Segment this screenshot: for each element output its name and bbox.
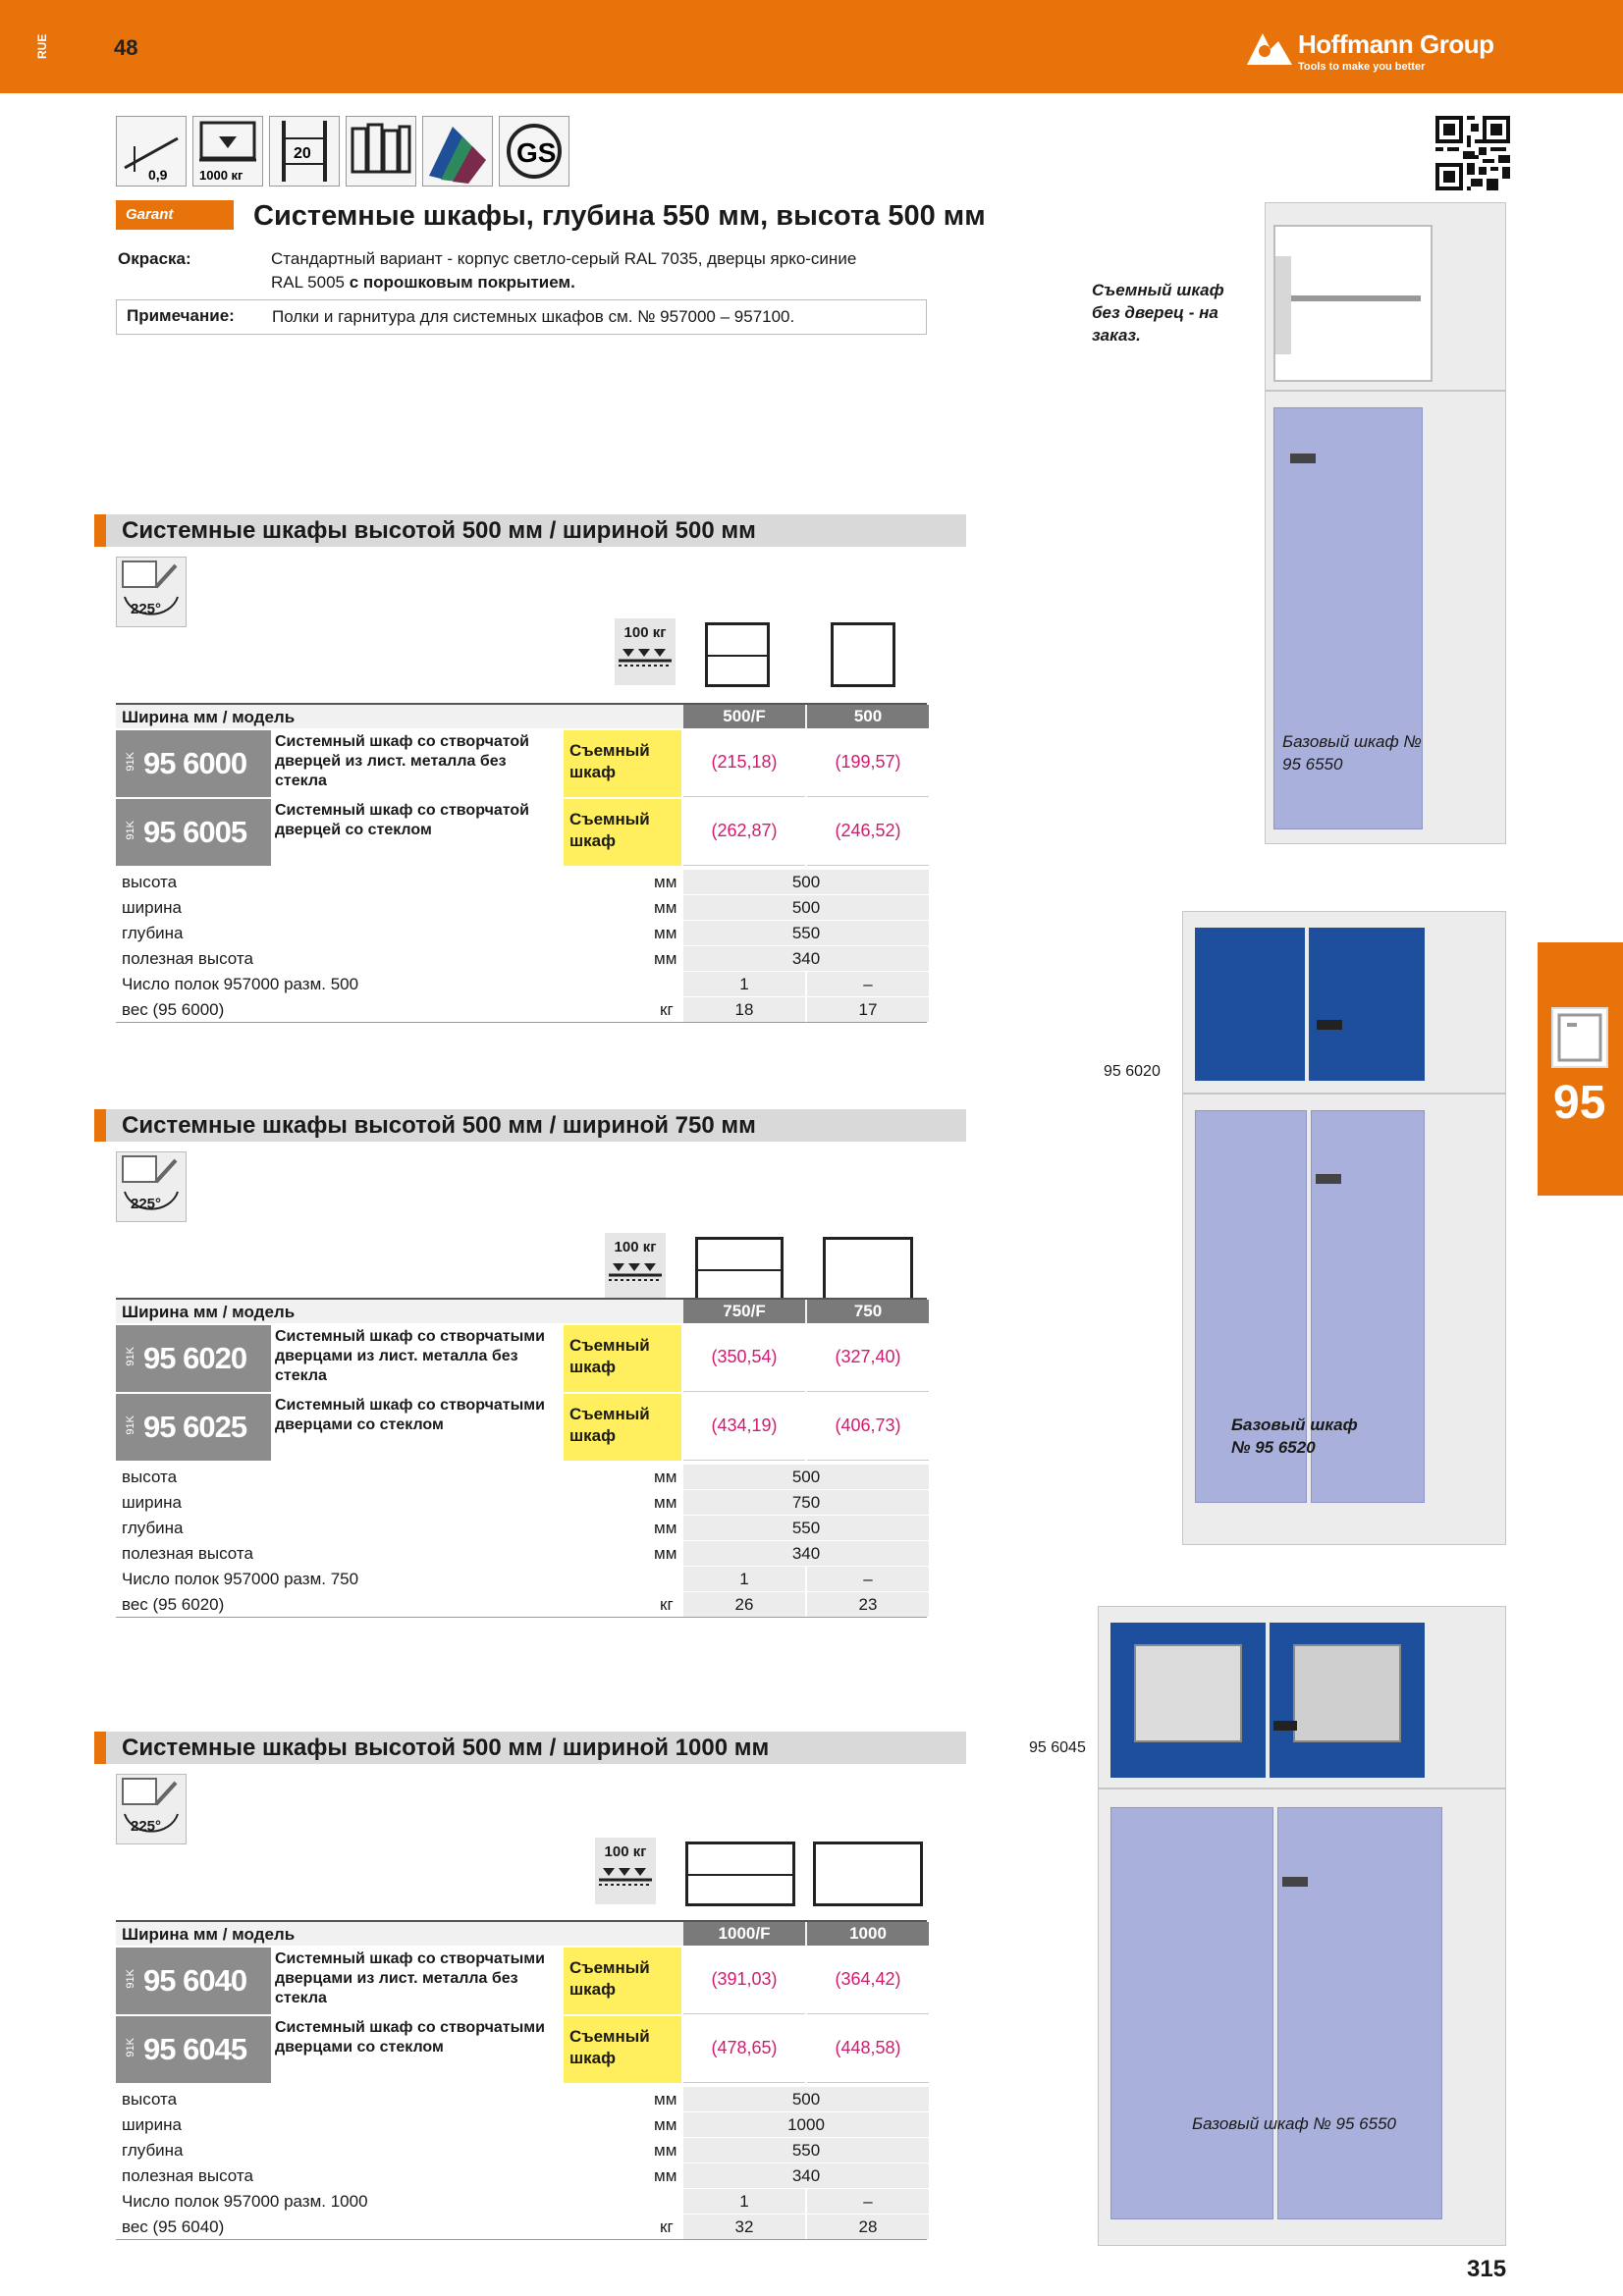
column-header-with-shelf: 1000/F <box>683 1922 805 1946</box>
door-angle-icon <box>116 557 187 627</box>
spec-label: глубина <box>122 924 184 942</box>
weight-unit: кг <box>660 1000 674 1019</box>
price-with-shelf: (215,18) <box>683 730 805 797</box>
price-with-shelf: (478,65) <box>683 2016 805 2083</box>
weight-label: вес (95 6040) <box>122 2217 225 2236</box>
spec-value: 340 <box>683 2163 929 2188</box>
shelf <box>1287 295 1421 301</box>
gs-mark-icon <box>499 116 569 187</box>
column-header-without-shelf: 500 <box>807 705 929 728</box>
cabinet-glass-1000 <box>1098 1606 1506 1789</box>
base-cabinet-1 <box>1265 391 1506 844</box>
spec-label: высота <box>122 2090 178 2109</box>
img1-caption: Съемный шкаф без дверец - на заказ. <box>1092 281 1224 345</box>
shelf-load-icon <box>605 1233 666 1300</box>
thickness-icon <box>116 116 187 187</box>
article-prefix: 91K <box>125 821 136 840</box>
img2-top-label: 95 6020 <box>1104 1063 1161 1080</box>
article-number-cell <box>116 1948 271 2014</box>
load-capacity-icon <box>192 116 263 187</box>
spec-label: глубина <box>122 1519 184 1537</box>
spec-row <box>116 2163 927 2189</box>
note-label: Примечание: <box>127 306 235 325</box>
svg-text:0,9: 0,9 <box>148 167 168 183</box>
article-description: Системный шкаф со створчатыми дверцами со стеклом <box>275 2019 545 2056</box>
paint-text-line1: Стандартный вариант - корпус светло-серый RAL 7035, дверцы ярко-синие <box>271 249 857 268</box>
img2-base-label: Базовый шкаф № 95 6520 <box>1231 1415 1358 1457</box>
article-row[interactable] <box>116 1325 927 1392</box>
spec-value: 750 <box>683 1490 929 1515</box>
paint-text <box>271 247 958 294</box>
left-door <box>1110 1807 1273 2219</box>
door-angle-label: 225° <box>131 601 162 617</box>
article-number: 95 6005 <box>143 815 247 849</box>
paint-text-line2: RAL 5005 <box>271 273 350 292</box>
page-title: Системные шкафы, глубина 550 мм, высота 500 мм <box>253 200 986 232</box>
article-number: 95 6040 <box>143 1963 247 1998</box>
article-description: Системный шкаф со створчатой дверцей из лист. металла без стекла <box>275 733 529 789</box>
spec-unit: мм <box>654 2166 677 2185</box>
spec-unit: мм <box>654 1519 677 1537</box>
weight-unit: кг <box>660 2217 674 2236</box>
spec-label: полезная высота <box>122 2166 253 2185</box>
chapter-cabinet-icon <box>1551 1007 1608 1068</box>
article-number: 95 6020 <box>143 1341 247 1375</box>
spec-value: 500 <box>683 1465 929 1489</box>
door-lock-icon <box>1316 1174 1341 1184</box>
article-number-cell <box>116 1394 271 1461</box>
cabinet-with-shelf-icon <box>685 1842 795 1906</box>
spec-unit: мм <box>654 2115 677 2134</box>
article-tag: Съемный шкаф <box>564 730 681 797</box>
table-header-label: Ширина мм / модель <box>122 1925 296 1944</box>
shelf-load-icon <box>615 618 676 685</box>
spec-unit: мм <box>654 1468 677 1486</box>
door-lock-icon <box>1290 454 1316 463</box>
door-angle-icon <box>116 1774 187 1844</box>
spec-row <box>116 895 927 921</box>
glass-pane <box>1293 1644 1401 1742</box>
img3-base-label: Базовый шкаф № 95 6550 <box>1192 2114 1396 2133</box>
price-without-shelf: (327,40) <box>807 1325 929 1392</box>
side-panel <box>1275 256 1291 354</box>
cabinet-open-top <box>1265 202 1506 391</box>
column-header-without-shelf: 750 <box>807 1300 929 1323</box>
cabinet-with-shelf-icon <box>705 622 770 687</box>
article-row[interactable] <box>116 1394 927 1461</box>
spec-value: 550 <box>683 921 929 945</box>
article-number-cell <box>116 799 271 866</box>
weight-label: вес (95 6000) <box>122 1000 225 1019</box>
price-without-shelf: (199,57) <box>807 730 929 797</box>
section-heading: Системные шкафы высотой 500 мм / шириной 750 мм <box>94 1109 966 1142</box>
article-prefix: 91K <box>125 2038 136 2057</box>
section-heading: Системные шкафы высотой 500 мм / шириной 1000 мм <box>94 1732 966 1764</box>
img3-top-label: 95 6045 <box>1029 1739 1086 1756</box>
price-without-shelf: (364,42) <box>807 1948 929 2014</box>
shelf-load-label: 100 кг <box>604 1843 647 1860</box>
left-glass-door <box>1110 1623 1266 1778</box>
article-prefix: 91K <box>125 752 136 772</box>
paint-text-bold: с порошковым покрытием. <box>349 273 575 292</box>
spec-row <box>116 870 927 895</box>
article-row[interactable] <box>116 799 927 866</box>
svg-text:1000 кг: 1000 кг <box>199 168 243 183</box>
paint-label: Окраска: <box>118 249 191 268</box>
column-header-with-shelf: 500/F <box>683 705 805 728</box>
shelves-without-shelf: – <box>807 972 929 996</box>
article-description: Системный шкаф со створчатыми дверцами из лист. металла без стекла <box>275 1950 545 2006</box>
cabinet-without-shelf-icon <box>823 1237 913 1302</box>
spec-row <box>116 2087 927 2112</box>
shelf-load-label: 100 кг <box>623 624 667 641</box>
shelf-load-label: 100 кг <box>614 1239 657 1255</box>
column-header-with-shelf: 750/F <box>683 1300 805 1323</box>
article-description: Системный шкаф со створчатыми дверцами из лист. металла без стекла <box>275 1328 545 1384</box>
weight-with-shelf: 26 <box>683 1592 805 1617</box>
spec-row <box>116 1516 927 1541</box>
cabinet-without-shelf-icon <box>813 1842 923 1906</box>
img1-base-label: Базовый шкаф № 95 6550 <box>1282 732 1422 774</box>
cabinet-with-shelf-icon <box>695 1237 784 1302</box>
weight-with-shelf: 18 <box>683 997 805 1022</box>
footer-page-number: 315 <box>1467 2256 1507 2282</box>
table-header <box>116 1920 927 1946</box>
spec-row-weight <box>116 1592 927 1618</box>
article-row[interactable] <box>116 730 927 797</box>
article-number: 95 6025 <box>143 1410 247 1444</box>
note-box <box>116 299 927 335</box>
door-angle-icon <box>116 1151 187 1222</box>
right-door <box>1309 928 1425 1081</box>
spec-row <box>116 921 927 946</box>
article-tag: Съемный шкаф <box>564 1948 681 2014</box>
table-header <box>116 1298 927 1323</box>
base-cabinet-3 <box>1098 1789 1506 2246</box>
right-door <box>1277 1807 1442 2219</box>
spec-row-weight <box>116 2215 927 2240</box>
article-description: Системный шкаф со створчатыми дверцами со стеклом <box>275 1397 545 1433</box>
spec-value: 500 <box>683 2087 929 2111</box>
article-number: 95 6045 <box>143 2032 247 2066</box>
cabinet-doors-750 <box>1182 911 1506 1094</box>
shelf-load-icon <box>595 1838 656 1904</box>
spec-row <box>116 1490 927 1516</box>
spec-label: высота <box>122 873 178 891</box>
article-tag: Съемный шкаф <box>564 1394 681 1461</box>
spec-value: 550 <box>683 2138 929 2163</box>
svg-text:GS: GS <box>516 137 557 168</box>
table-header-label: Ширина мм / модель <box>122 708 296 726</box>
spec-label: ширина <box>122 898 182 917</box>
price-without-shelf: (246,52) <box>807 799 929 866</box>
spec-row-shelves <box>116 972 927 997</box>
spec-unit: мм <box>654 1493 677 1512</box>
spec-value: 1000 <box>683 2112 929 2137</box>
weight-with-shelf: 32 <box>683 2215 805 2239</box>
article-row[interactable] <box>116 2016 927 2083</box>
color-options-icon <box>422 116 493 187</box>
door-lock-icon <box>1282 1877 1308 1887</box>
article-number: 95 6000 <box>143 746 247 780</box>
base-cabinet-2 <box>1182 1094 1506 1545</box>
spec-row <box>116 1465 927 1490</box>
spec-value: 550 <box>683 1516 929 1540</box>
open-compartment <box>1273 225 1433 382</box>
spec-unit: мм <box>654 2141 677 2160</box>
region-code: RUE <box>35 33 49 59</box>
spec-value: 500 <box>683 895 929 920</box>
spec-unit: мм <box>654 949 677 968</box>
article-number-cell <box>116 1325 271 1392</box>
spec-row <box>116 2112 927 2138</box>
qr-code-icon[interactable] <box>1435 116 1510 190</box>
spec-label: ширина <box>122 1493 182 1512</box>
article-prefix: 91K <box>125 1415 136 1435</box>
spec-unit: мм <box>654 2090 677 2109</box>
right-glass-door <box>1270 1623 1425 1778</box>
price-without-shelf: (406,73) <box>807 1394 929 1461</box>
cabinet-without-shelf-icon <box>831 622 895 687</box>
shelves-without-shelf: – <box>807 1567 929 1591</box>
weight-without-shelf: 28 <box>807 2215 929 2239</box>
spec-unit: мм <box>654 898 677 917</box>
spec-row-shelves <box>116 1567 927 1592</box>
door-angle-label: 225° <box>131 1818 162 1835</box>
shelves-with-shelf: 1 <box>683 1567 805 1591</box>
door-lock-icon <box>1317 1020 1342 1030</box>
spec-row <box>116 946 927 972</box>
section-heading: Системные шкафы высотой 500 мм / шириной 500 мм <box>94 514 966 547</box>
door-angle-label: 225° <box>131 1196 162 1212</box>
glass-pane <box>1134 1644 1242 1742</box>
hoffmann-logo <box>1245 24 1530 79</box>
article-number-cell <box>116 2016 271 2083</box>
garant-badge: Garant <box>116 200 234 230</box>
table-header <box>116 703 927 728</box>
shelves-with-shelf: 1 <box>683 972 805 996</box>
shelves-label: Число полок 957000 разм. 750 <box>122 1570 359 1588</box>
note-text: Полки и гарнитура для системных шкафов см. № 957000 – 957100. <box>272 307 795 326</box>
shelves-label: Число полок 957000 разм. 1000 <box>122 2192 368 2211</box>
price-with-shelf: (434,19) <box>683 1394 805 1461</box>
spec-label: высота <box>122 1468 178 1486</box>
shelves-label: Число полок 957000 разм. 500 <box>122 975 359 993</box>
header-page-number: 48 <box>114 35 138 60</box>
spec-label: ширина <box>122 2115 182 2134</box>
hoffmann-mark-icon <box>1245 29 1294 69</box>
spec-unit: мм <box>654 924 677 942</box>
weight-unit: кг <box>660 1595 674 1614</box>
spec-unit: мм <box>654 1544 677 1563</box>
documents-icon <box>346 116 416 187</box>
article-description: Системный шкаф со створчатой дверцей со стеклом <box>275 802 529 838</box>
article-tag: Съемный шкаф <box>564 799 681 866</box>
article-row[interactable] <box>116 1948 927 2014</box>
shelves-without-shelf: – <box>807 2189 929 2214</box>
door-lock-icon <box>1273 1721 1297 1731</box>
spec-value: 340 <box>683 946 929 971</box>
spec-label: полезная высота <box>122 1544 253 1563</box>
article-tag: Съемный шкаф <box>564 1325 681 1392</box>
brand-name: Hoffmann Group <box>1298 29 1494 59</box>
article-tag: Съемный шкаф <box>564 2016 681 2083</box>
column-header-without-shelf: 1000 <box>807 1922 929 1946</box>
weight-without-shelf: 23 <box>807 1592 929 1617</box>
spec-value: 500 <box>683 870 929 894</box>
spec-row-weight <box>116 997 927 1023</box>
price-with-shelf: (350,54) <box>683 1325 805 1392</box>
price-with-shelf: (262,87) <box>683 799 805 866</box>
spec-unit: мм <box>654 873 677 891</box>
shelves-with-shelf: 1 <box>683 2189 805 2214</box>
left-door <box>1195 928 1305 1081</box>
spec-row-shelves <box>116 2189 927 2215</box>
spec-label: полезная высота <box>122 949 253 968</box>
price-with-shelf: (391,03) <box>683 1948 805 2014</box>
brand-tagline: Tools to make you better <box>1298 61 1426 73</box>
spec-row <box>116 2138 927 2163</box>
chapter-number: 95 <box>1553 1077 1606 1129</box>
spec-value: 340 <box>683 1541 929 1566</box>
article-number-cell <box>116 730 271 797</box>
table-header-label: Ширина мм / модель <box>122 1303 296 1321</box>
pitch-icon <box>269 116 340 187</box>
spec-label: глубина <box>122 2141 184 2160</box>
article-prefix: 91K <box>125 1347 136 1366</box>
article-prefix: 91K <box>125 1969 136 1989</box>
weight-label: вес (95 6020) <box>122 1595 225 1614</box>
weight-without-shelf: 17 <box>807 997 929 1022</box>
svg-text:20: 20 <box>294 145 311 162</box>
spec-row <box>116 1541 927 1567</box>
price-without-shelf: (448,58) <box>807 2016 929 2083</box>
